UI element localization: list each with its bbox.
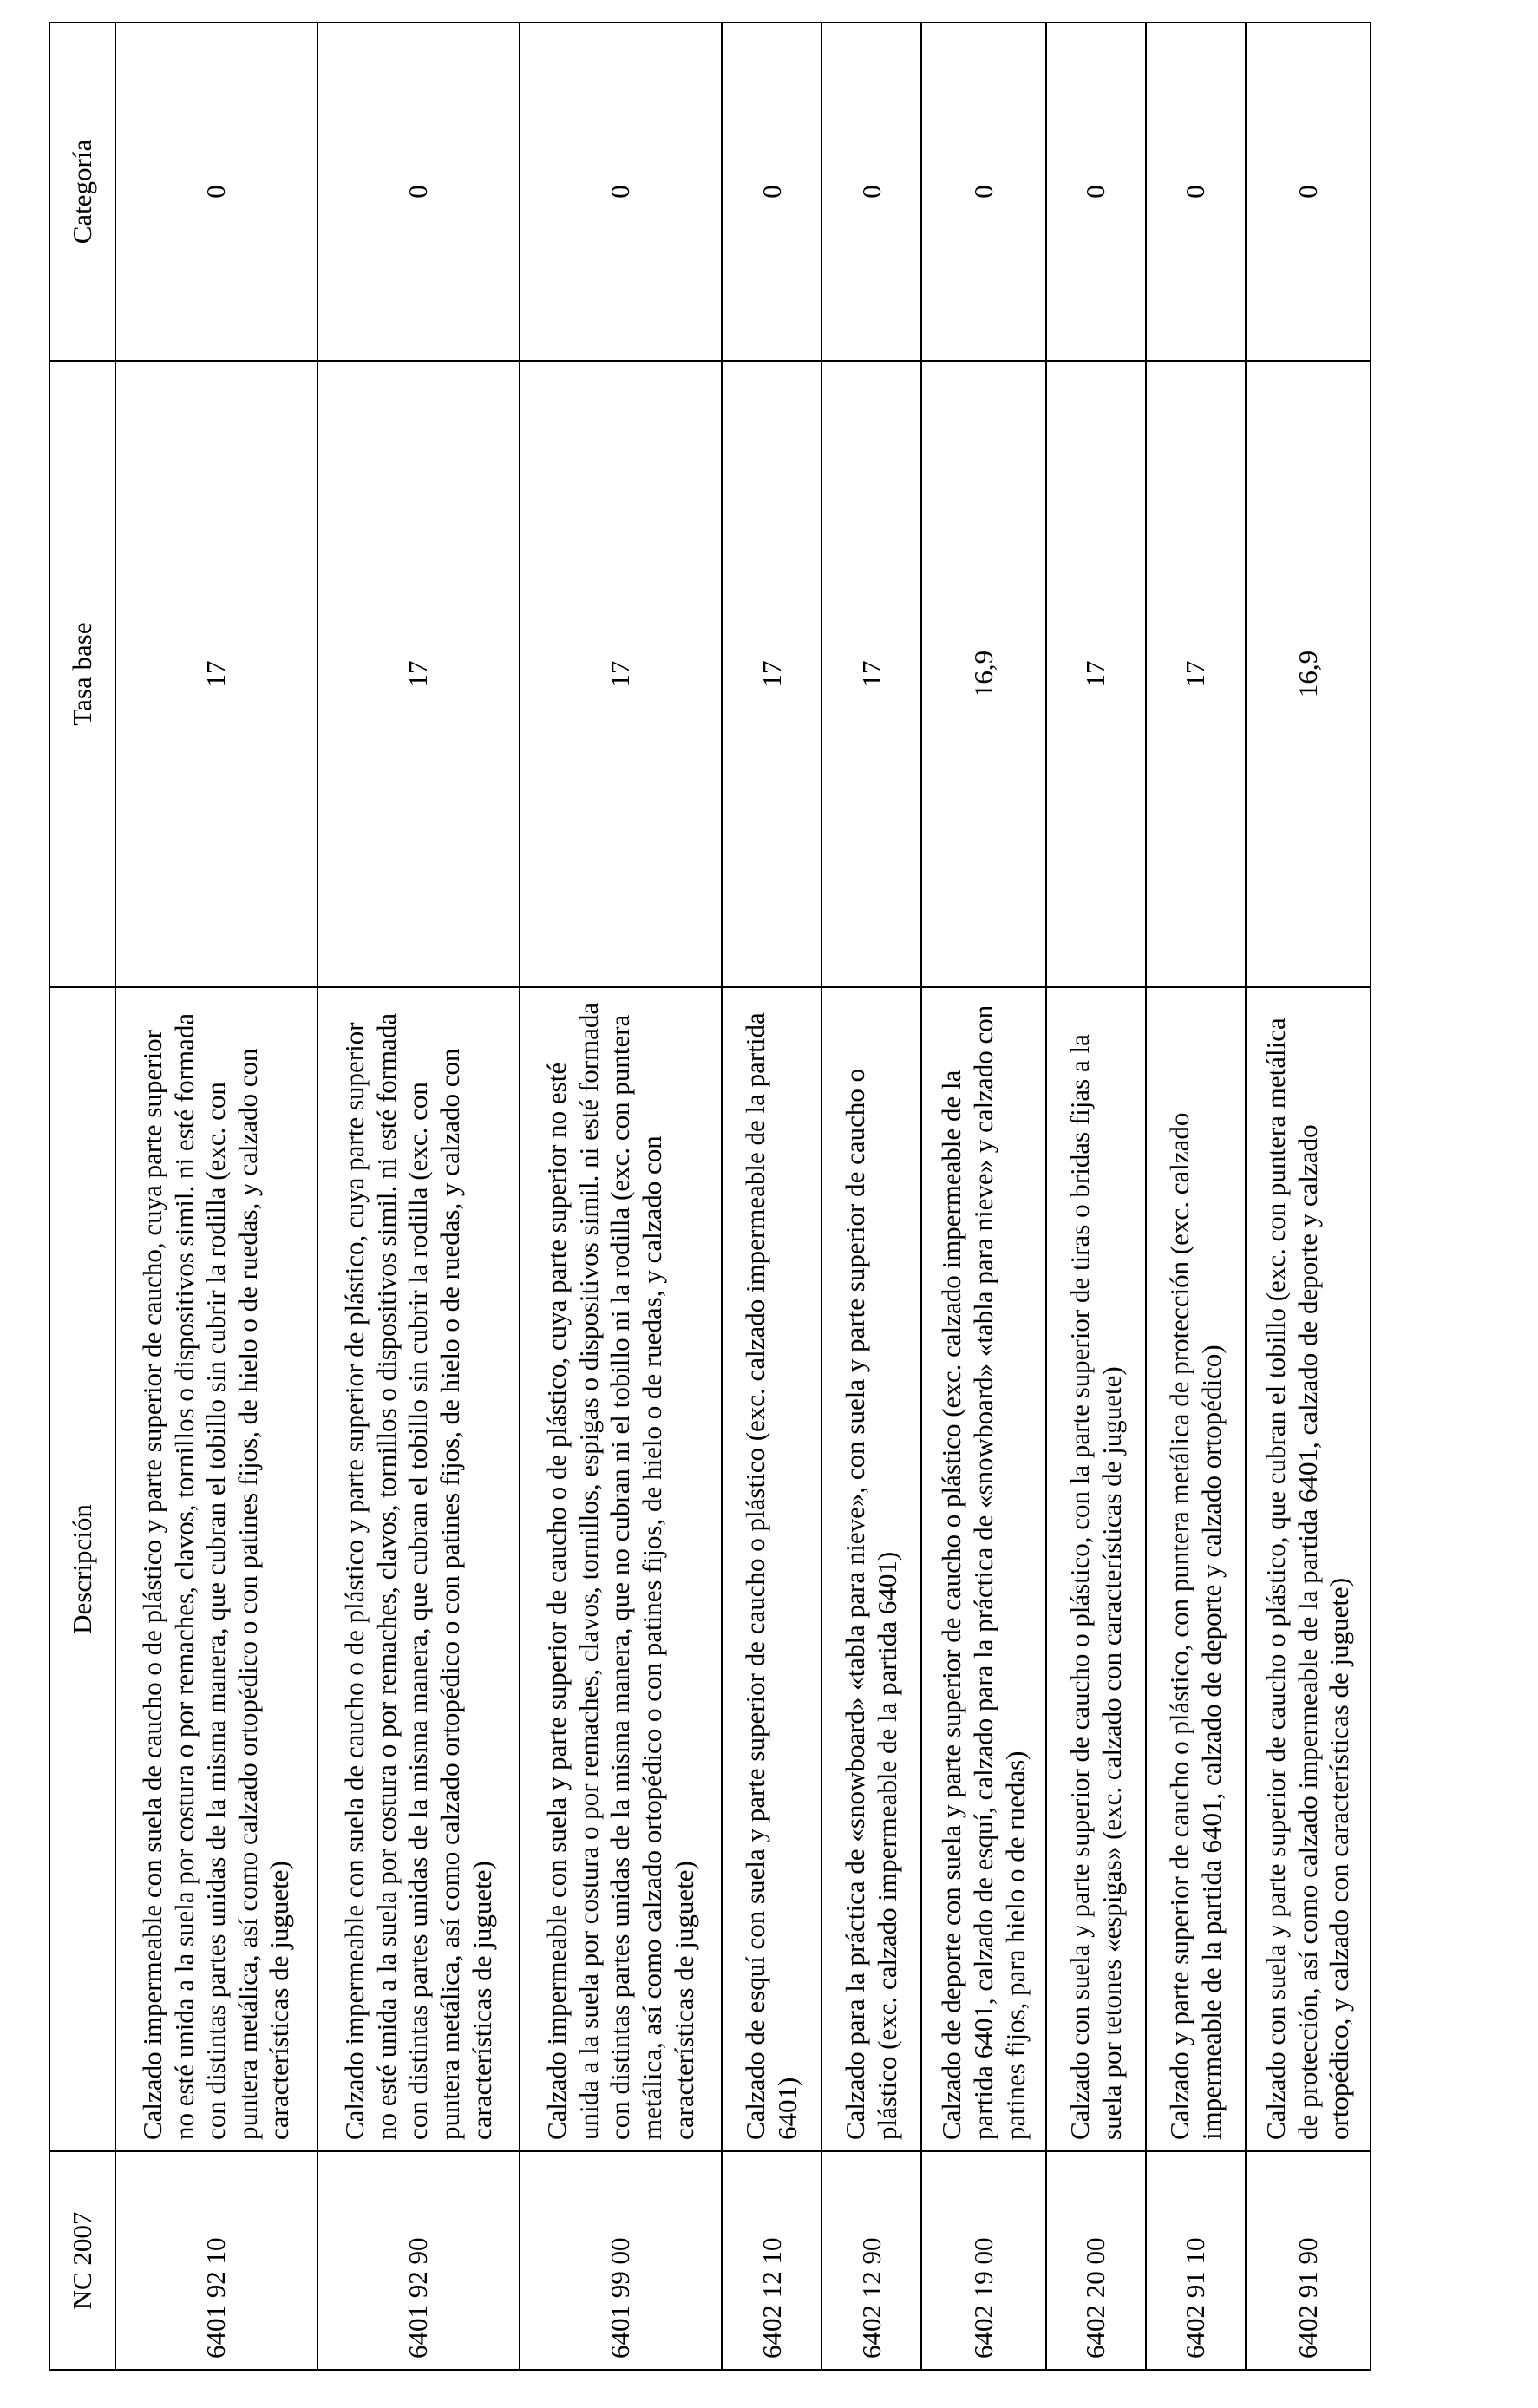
row-rate: 17 [1146,361,1246,987]
table-row [520,23,722,2370]
row-code: 6401 92 10 [115,2151,317,2370]
row-rate: 17 [821,361,921,987]
row-code: 6402 91 90 [1246,2151,1371,2370]
row-category: 0 [1146,23,1246,361]
row-code: 6402 20 00 [1046,2151,1146,2370]
header-description: Descripción [49,987,115,2151]
row-description: Calzado impermeable con suela de caucho o de plástico y parte superior de plástico, cuya parte superior no esté unida a la suela por costura o por remaches, clavos, tornillos o dispositivos simil. ni esté formada con distintas partes unidas de la misma manera, que cubran el tobillo sin cubrir la rodilla (exc. con puntera metálica, así como calzado ortopédico o con patines fijos, de hielo o de ruedas, y calzado con características de juguete) [317,987,520,2151]
row-code: 6402 91 10 [1146,2151,1246,2370]
table-row [921,23,1046,2370]
row-category: 0 [1246,23,1371,361]
row-code: 6402 12 10 [722,2151,821,2370]
row-description: Calzado de deporte con suela y parte superior de caucho o plástico (exc. calzado impermeable de la partida 6401, calzado de esquí, calzado para la práctica de «snowboard» «tabla para nieve» y calzado con patines fijos, para hielo o de ruedas) [921,987,1046,2151]
tariff-table [49,22,1371,2371]
row-rate: 17 [1046,361,1146,987]
row-category: 0 [520,23,722,361]
row-rate: 16,9 [921,361,1046,987]
header-rate: Tasa base [49,361,115,987]
header-code: NC 2007 [49,2151,115,2370]
table-row [821,23,921,2370]
row-category: 0 [921,23,1046,361]
row-description: Calzado con suela y parte superior de caucho o plástico, con la parte superior de tiras o bridas fijas a la suela por tetones «espigas» (exc. calzado con características de juguete) [1046,987,1146,2151]
row-rate: 17 [115,361,317,987]
row-description: Calzado de esquí con suela y parte superior de caucho o plástico (exc. calzado impermeable de la partida 6401) [722,987,821,2151]
rotated-page [49,23,1371,2371]
table-row [722,23,821,2370]
row-category: 0 [317,23,520,361]
header-row [49,23,115,2370]
table-row [1246,23,1371,2370]
row-rate: 17 [317,361,520,987]
row-rate: 17 [722,361,821,987]
header-category: Categoría [49,23,115,361]
table-row [1146,23,1246,2370]
row-code: 6401 99 00 [520,2151,722,2370]
row-description: Calzado con suela y parte superior de caucho o plástico, que cubran el tobillo (exc. con puntera metálica de protección, así como calzado impermeable de la partida 6401, calzado de deporte y calzado ortopédico, y calzado con características de juguete) [1246,987,1371,2151]
row-category: 0 [821,23,921,361]
table-row [1046,23,1146,2370]
row-code: 6401 92 90 [317,2151,520,2370]
row-description: Calzado y parte superior de caucho o plástico, con puntera metálica de protección (exc. calzado impermeable de la partida 6401, calzado de deporte y calzado ortopédico) [1146,987,1246,2151]
row-rate: 16,9 [1246,361,1371,987]
row-category: 0 [115,23,317,361]
row-description: Calzado impermeable con suela y parte superior de caucho o de plástico, cuya parte superior no esté unida a la suela por costura o por remaches, clavos, tornillos, espigas o dispositivos simil. ni esté formada con distintas partes unidas de la misma manera, que no cubran ni el tobillo ni la rodilla (exc. con puntera metálica, así como calzado ortopédico o con patines fijos, de hielo o de ruedas, y calzado con características de juguete) [520,987,722,2151]
row-code: 6402 19 00 [921,2151,1046,2370]
row-category: 0 [1046,23,1146,361]
row-category: 0 [722,23,821,361]
row-code: 6402 12 90 [821,2151,921,2370]
row-description: Calzado impermeable con suela de caucho o de plástico y parte superior de caucho, cuya parte superior no esté unida a la suela por costura o por remaches, clavos, tornillos o dispositivos simil. ni esté formada con distintas partes unidas de la misma manera, que cubran el tobillo sin cubrir la rodilla (exc. con puntera metálica, así como calzado ortopédico o con patines fijos, de hielo o de ruedas, y calzado con características de juguete) [115,987,317,2151]
row-rate: 17 [520,361,722,987]
table-row [115,23,317,2370]
row-description: Calzado para la práctica de «snowboard» «tabla para nieve», con suela y parte superior de caucho o plástico (exc. calzado impermeable de la partida 6401) [821,987,921,2151]
table-row [317,23,520,2370]
